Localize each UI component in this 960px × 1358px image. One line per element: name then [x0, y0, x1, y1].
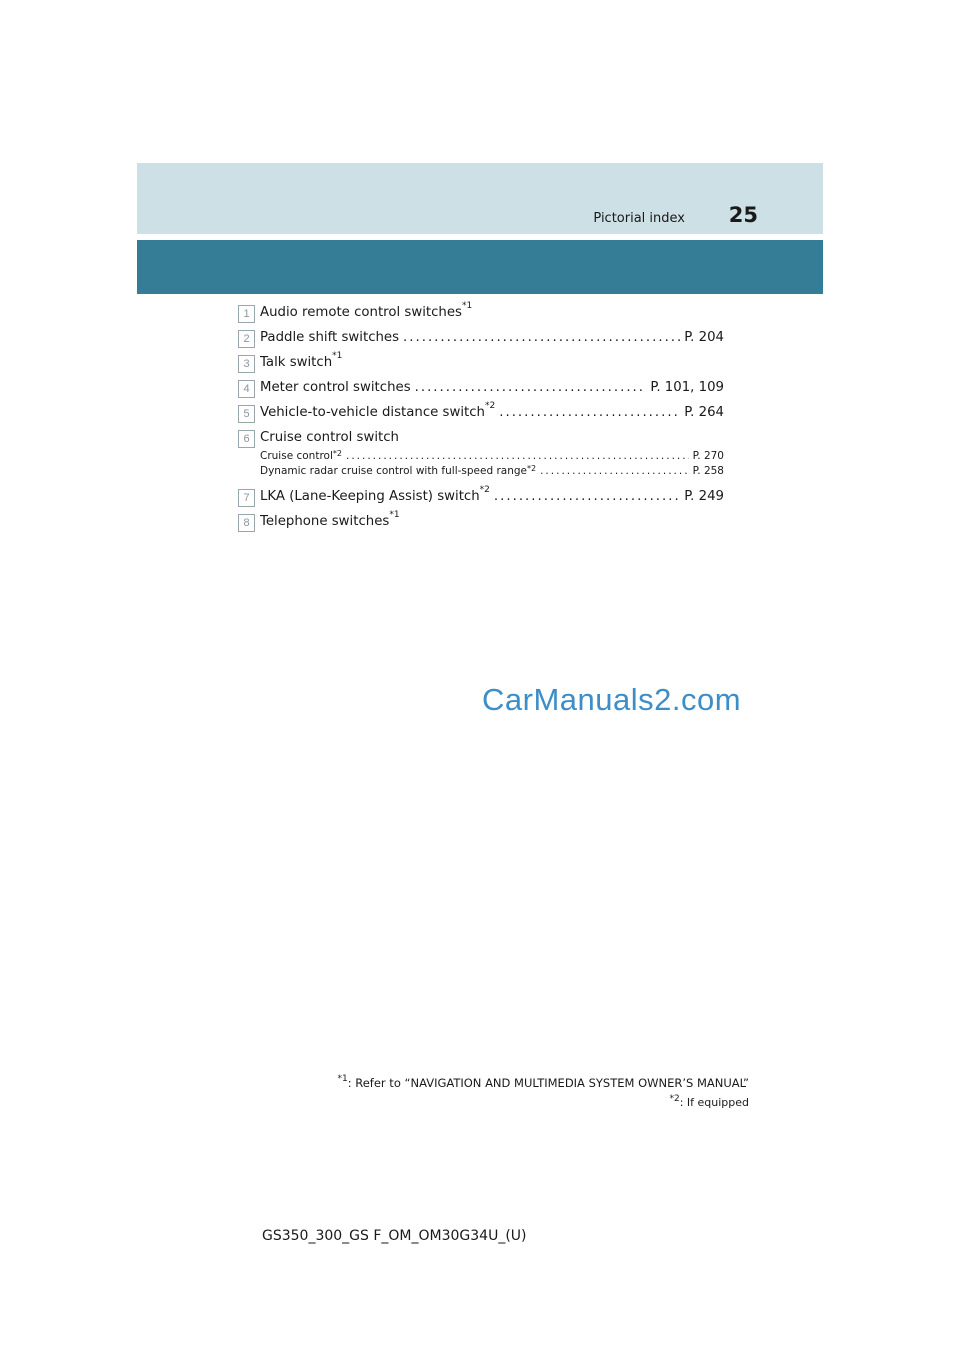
footnote-mark: *2: [527, 464, 537, 473]
entry-list: [238, 301, 724, 539]
leader-dots: [494, 489, 680, 504]
item-number: 8: [238, 514, 255, 532]
item-number: 4: [238, 380, 255, 398]
item-label: Audio remote control switches: [260, 305, 462, 320]
item-number: 7: [238, 489, 255, 507]
item-number: 5: [238, 405, 255, 423]
leader-dots: [540, 464, 688, 479]
footnote-mark: *2: [669, 1094, 680, 1104]
footnotes: [337, 1073, 749, 1113]
footnote-mark: *1: [337, 1074, 348, 1084]
list-item: [238, 485, 724, 504]
list-item: [238, 330, 724, 345]
document-id: GS350_300_GS F_OM_OM30G34U_(U): [262, 1228, 527, 1244]
leader-dots: [403, 330, 680, 345]
item-label: Paddle shift switches: [260, 330, 400, 345]
list-item: [238, 301, 724, 320]
item-label: Meter control switches: [260, 380, 411, 395]
footnote-text: : If equipped: [679, 1096, 749, 1109]
page-ref[interactable]: P. 258: [692, 465, 724, 477]
sub-item: [260, 464, 724, 479]
item-label: Telephone switches: [260, 514, 390, 529]
page-number: 25: [728, 203, 758, 227]
item-number: 2: [238, 330, 255, 348]
list-item: [238, 351, 724, 370]
page-ref[interactable]: P. 270: [692, 450, 724, 462]
title-band: [137, 240, 823, 294]
list-item: [238, 380, 724, 395]
item-number: 3: [238, 355, 255, 373]
leader-dots: [415, 380, 647, 395]
footnote-mark: *2: [332, 449, 342, 458]
leader-dots: [499, 405, 680, 420]
item-label: Talk switch: [260, 355, 333, 370]
sub-item: [260, 449, 724, 464]
footnote-mark: *2: [485, 401, 496, 411]
footnote-1: [337, 1073, 749, 1093]
item-label: Cruise control switch: [260, 430, 399, 445]
footnote-text: : Refer to “NAVIGATION AND MULTIMEDIA SYSTEM OWNER’S MANUAL”: [347, 1076, 749, 1090]
page-ref[interactable]: P. 264: [684, 405, 724, 420]
footnote-mark: *2: [479, 485, 490, 495]
footnote-mark: *1: [461, 301, 473, 311]
sub-item-label: Dynamic radar cruise control with full-speed range: [260, 465, 527, 477]
footnote-mark: *1: [389, 510, 400, 520]
footnote-2: [337, 1093, 749, 1113]
sub-item-label: Cruise control: [260, 450, 333, 462]
footnote-mark: *1: [332, 351, 343, 361]
list-item: [238, 510, 724, 529]
page-ref[interactable]: P. 204: [684, 330, 724, 345]
section-title: Pictorial index: [593, 211, 685, 226]
list-item: [238, 430, 724, 445]
item-number: 6: [238, 430, 255, 448]
item-label: LKA (Lane-Keeping Assist) switch: [260, 489, 480, 504]
list-item: [238, 401, 724, 420]
leader-dots: [346, 449, 689, 464]
page-ref[interactable]: P. 249: [684, 489, 724, 504]
item-label: Vehicle-to-vehicle distance switch: [260, 405, 485, 420]
page-ref[interactable]: P. 101, 109: [650, 380, 724, 395]
header-band: [137, 163, 823, 234]
item-number: 1: [238, 305, 255, 323]
watermark: CarManuals2.com: [482, 682, 742, 717]
cruise-sub-list: [260, 449, 724, 479]
